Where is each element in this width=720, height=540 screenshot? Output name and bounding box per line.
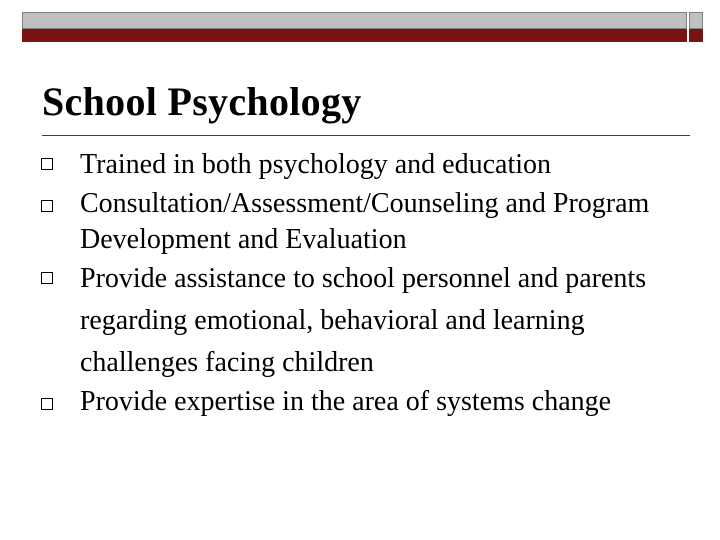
hollow-square-bullet-icon: [41, 158, 53, 170]
slide-title: School Psychology: [42, 79, 362, 124]
bullet-item: [40, 258, 680, 384]
bullet-item: [40, 186, 680, 258]
bullet-text: Provide expertise in the area of systems change: [80, 386, 612, 417]
corner-gray-block: [689, 12, 703, 29]
title-divider: [42, 135, 690, 136]
hollow-square-bullet-icon: [41, 272, 53, 284]
bullet-list: [40, 144, 680, 420]
header-red-bar: [22, 29, 687, 42]
header-gray-bar: [22, 12, 687, 29]
hollow-square-bullet-icon: [41, 200, 53, 212]
bullet-text: Consultation/Assessment/Counseling and Program Development and Evaluation: [80, 188, 650, 255]
bullet-item: [40, 384, 680, 420]
bullet-item: [40, 144, 680, 186]
bullet-text: Trained in both psychology and education: [80, 149, 552, 180]
bullet-text: Provide assistance to school personnel and parents regarding emotional, behavioral and learning challenges facing children: [80, 263, 647, 378]
corner-red-block: [689, 29, 703, 42]
hollow-square-bullet-icon: [41, 398, 53, 410]
header-decoration-band: [22, 12, 687, 42]
